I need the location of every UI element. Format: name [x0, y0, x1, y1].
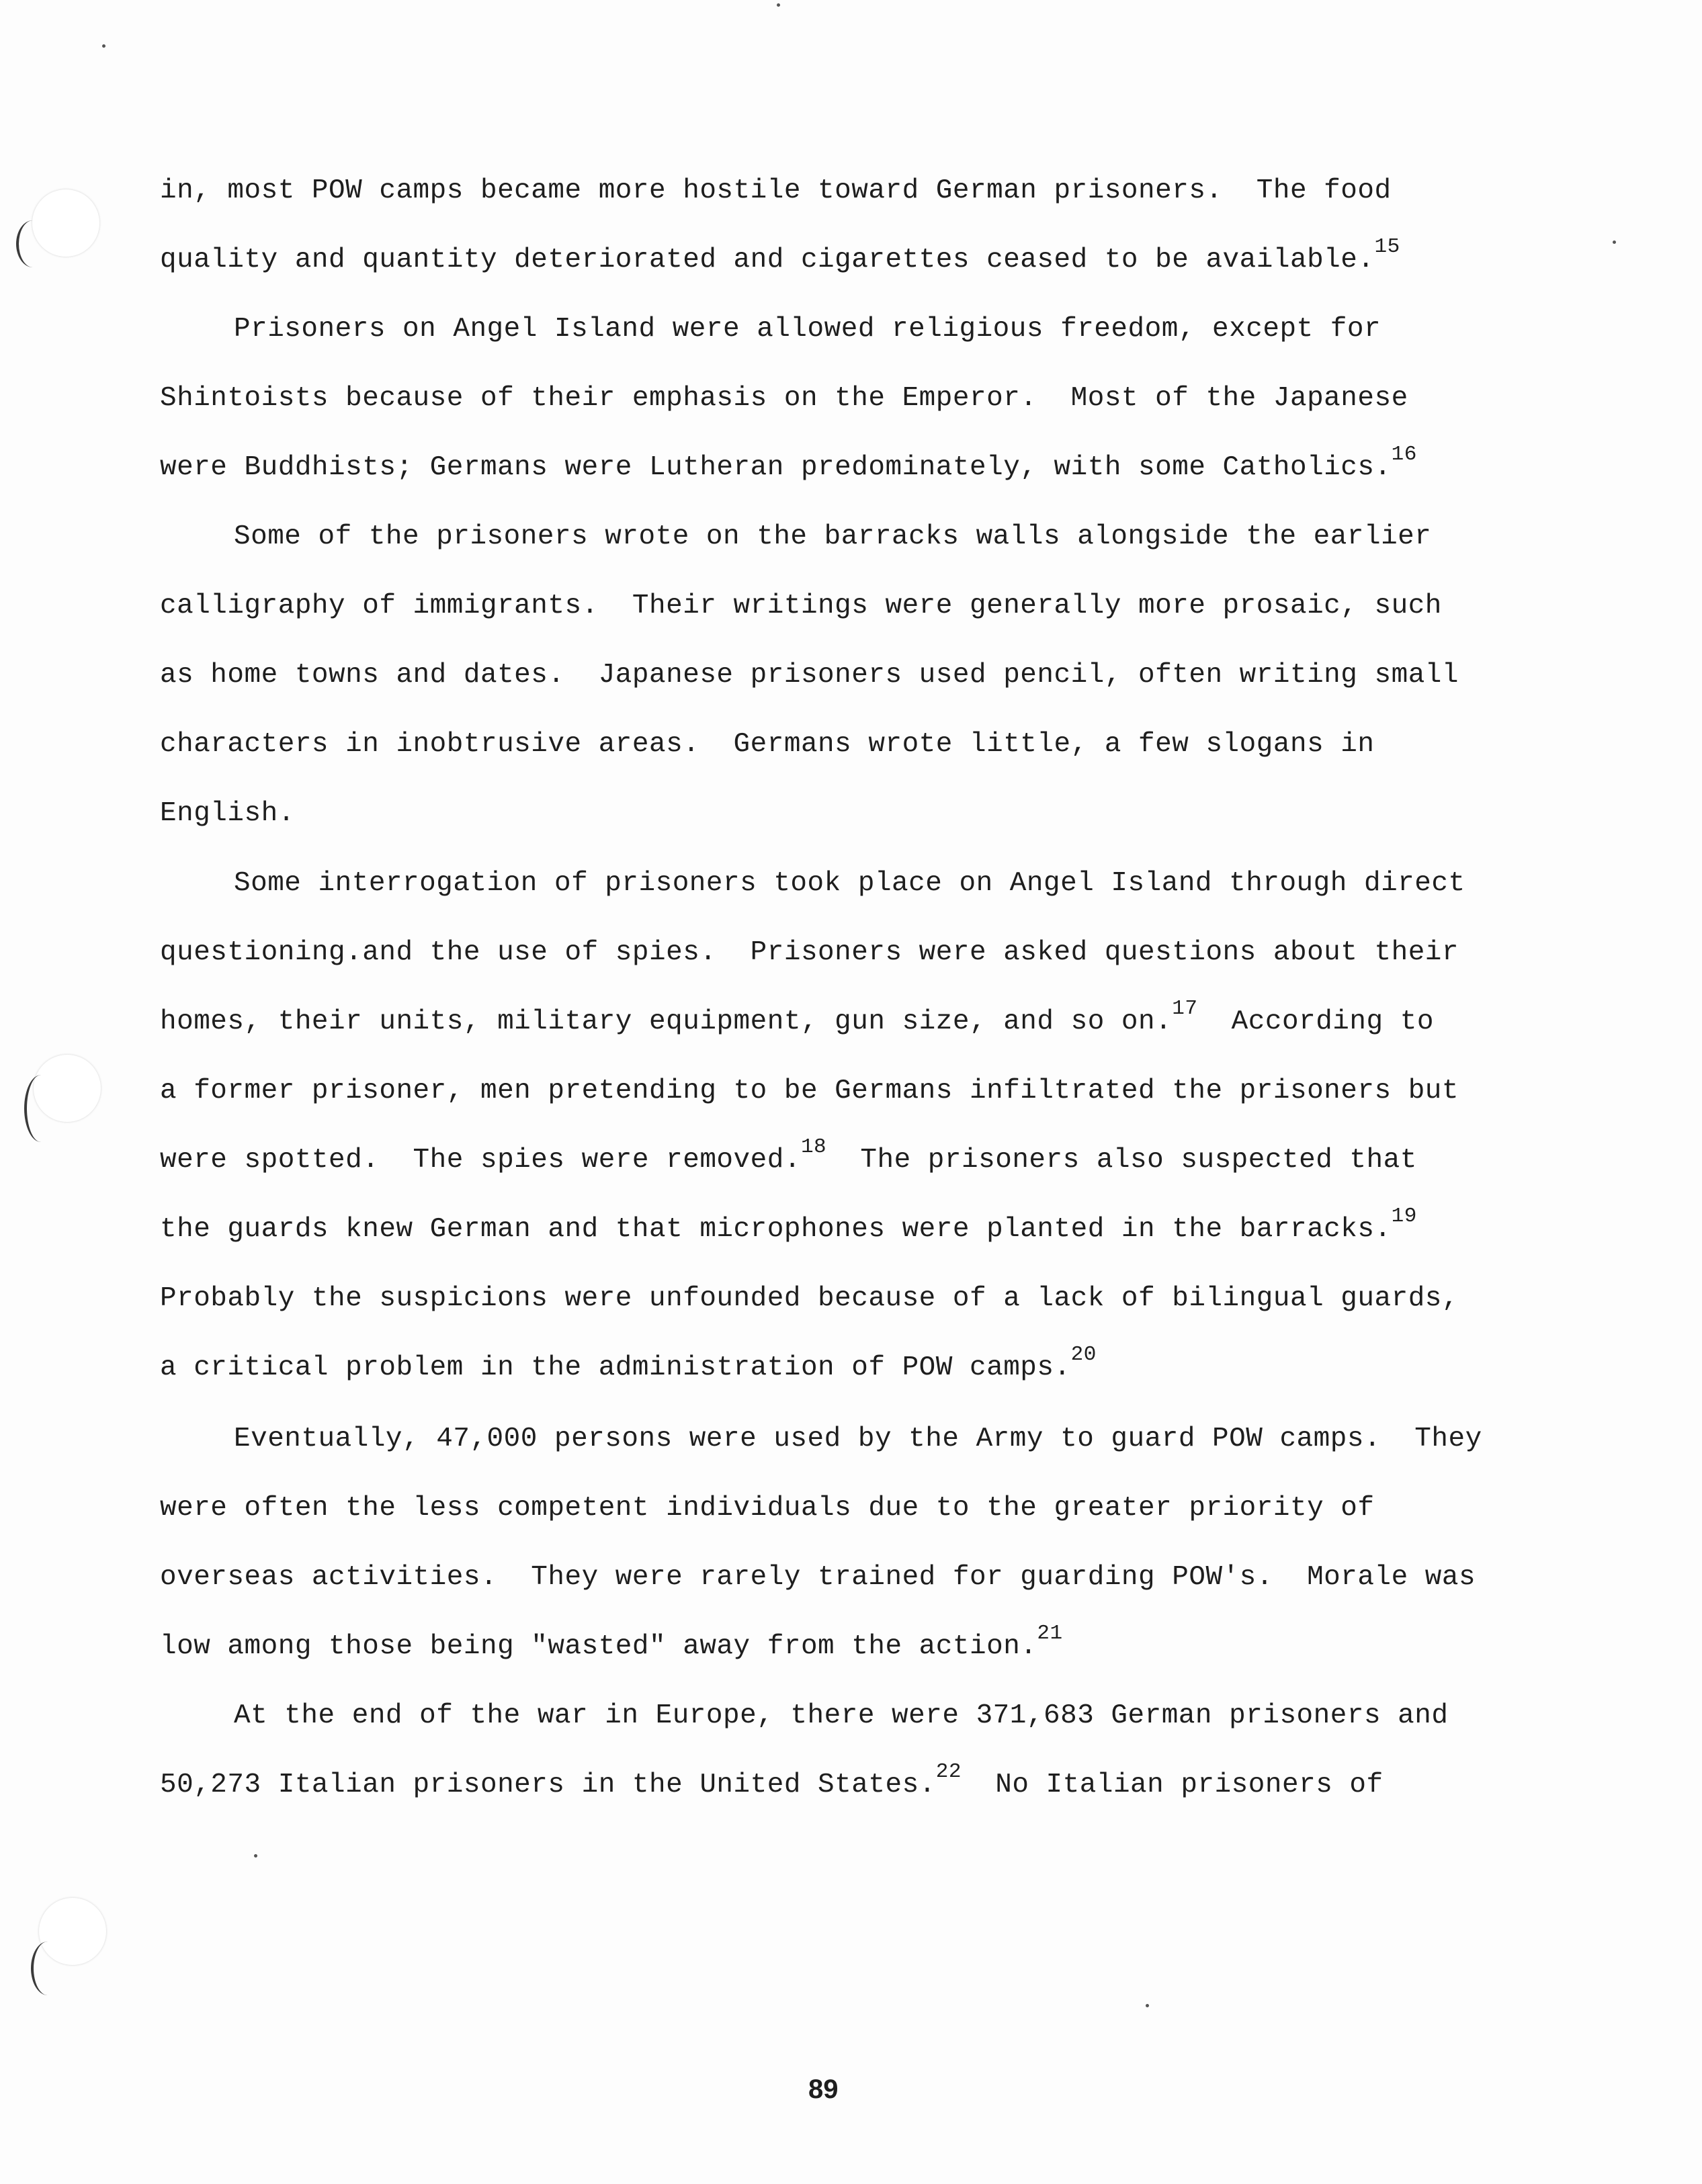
paper-speck — [254, 1854, 257, 1858]
line-text: the guards knew German and that microphones were planted in the barracks. — [160, 1214, 1392, 1245]
text-line — [160, 1135, 1417, 1177]
text-line — [160, 382, 1408, 415]
footnote-marker: 15 — [1374, 235, 1400, 259]
paper-speck — [102, 44, 105, 48]
text-line — [160, 1205, 1417, 1246]
line-text: At the end of the war in Europe, there were 371,683 German prisoners and — [234, 1700, 1449, 1731]
line-text: characters in inobtrusive areas. Germans wrote little, a few slogans in — [160, 729, 1375, 760]
footnote-marker: 19 — [1391, 1205, 1417, 1228]
text-line — [234, 1699, 1449, 1733]
line-text: Probably the suspicions were unfounded because of a lack of bilingual guards, — [160, 1283, 1459, 1314]
line-text: According to — [1197, 1006, 1434, 1037]
punch-hole-mark-top — [16, 220, 50, 267]
punch-hole-mark-bottom — [31, 1941, 65, 1995]
footnote-marker: 17 — [1172, 997, 1198, 1020]
line-text: calligraphy of immigrants. Their writings were generally more prosaic, such — [160, 591, 1442, 621]
line-text: homes, their units, military equipment, gun size, and so on. — [160, 1006, 1173, 1037]
text-line — [160, 997, 1434, 1039]
line-text: questioning.and the use of spies. Prisoners were asked questions about their — [160, 937, 1459, 968]
text-line — [160, 1491, 1375, 1525]
text-line — [160, 589, 1442, 623]
footnote-marker: 18 — [800, 1135, 827, 1159]
line-text: were Buddhists; Germans were Lutheran predominately, with some Catholics. — [160, 452, 1392, 483]
line-text: as home towns and dates. Japanese prisoners used pencil, often writing small — [160, 660, 1459, 691]
text-line — [160, 658, 1459, 692]
text-line — [234, 867, 1465, 900]
line-text: were spotted. The spies were removed. — [160, 1145, 801, 1176]
line-text: Some of the prisoners wrote on the barracks walls alongside the earlier — [234, 521, 1432, 552]
line-text: Some interrogation of prisoners took place on Angel Island through direct — [234, 868, 1465, 899]
text-line — [160, 1760, 1384, 1802]
text-line — [160, 235, 1400, 277]
line-text: No Italian prisoners of — [962, 1770, 1384, 1800]
paper-speck — [1613, 241, 1616, 244]
paper-speck — [777, 3, 780, 7]
paper-speck — [1146, 2004, 1149, 2007]
line-text: a critical problem in the administration of POW camps. — [160, 1352, 1071, 1383]
footnote-marker: 20 — [1070, 1343, 1097, 1366]
line-text: low among those being "wasted" away from the action. — [160, 1631, 1037, 1662]
line-text: Eventually, 47,000 persons were used by the Army to guard POW camps. They — [234, 1424, 1482, 1454]
text-line — [160, 1074, 1459, 1108]
text-line — [160, 1561, 1476, 1594]
line-text: were often the less competent individuals due to the greater priority of — [160, 1493, 1375, 1524]
line-text: The prisoners also suspected that — [826, 1145, 1417, 1176]
line-text: a former prisoner, men pretending to be Germans infiltrated the prisoners but — [160, 1076, 1459, 1106]
text-line — [234, 520, 1431, 554]
line-text: English. — [160, 798, 295, 829]
line-text: overseas activities. They were rarely trained for guarding POW's. Morale was — [160, 1562, 1476, 1593]
text-line — [160, 1343, 1097, 1385]
text-line — [234, 312, 1381, 346]
text-line — [160, 936, 1459, 969]
punch-hole-mark-middle — [24, 1075, 58, 1142]
footnote-marker: 22 — [935, 1760, 962, 1784]
text-line — [160, 797, 295, 830]
line-text: 50,273 Italian prisoners in the United States. — [160, 1770, 936, 1800]
text-line — [160, 728, 1375, 761]
line-text: Prisoners on Angel Island were allowed religious freedom, except for — [234, 314, 1381, 345]
text-line — [160, 1282, 1459, 1315]
footnote-marker: 16 — [1391, 443, 1417, 466]
line-text: in, most POW camps became more hostile toward German prisoners. The food — [160, 175, 1392, 206]
text-line — [234, 1422, 1482, 1456]
text-line — [160, 174, 1392, 208]
footnote-marker: 21 — [1037, 1622, 1063, 1645]
text-line — [160, 443, 1417, 484]
line-text: quality and quantity deteriorated and cigarettes ceased to be available. — [160, 245, 1375, 275]
line-text: Shintoists because of their emphasis on the Emperor. Most of the Japanese — [160, 383, 1408, 414]
text-line — [160, 1622, 1063, 1663]
page-number: 89 — [808, 2074, 839, 2104]
